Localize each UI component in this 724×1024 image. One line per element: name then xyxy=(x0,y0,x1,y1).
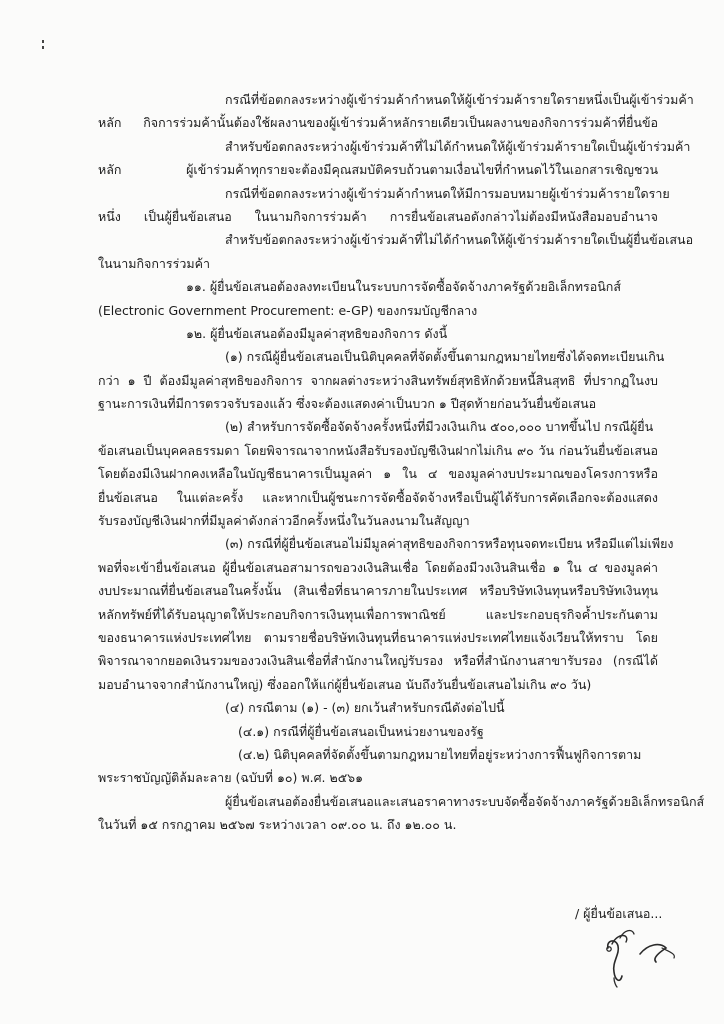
continuation-note: / ผู้ยื่นข้อเสนอ... xyxy=(575,906,663,921)
paragraph-line: กว่า ๑ ปี ต้องมีมูลค่าสุทธิของกิจการ จากผลต่างระหว่างสินทรัพย์สุทธิหักด้วยหนี้สินสุทธิ ที่ปรากฏในงบ xyxy=(98,372,658,388)
document-body xyxy=(98,88,705,837)
paragraph-line: (๑) กรณีผู้ยื่นข้อเสนอเป็นนิติบุคคลที่จัดตั้งขึ้นตามกฎหมายไทยซึ่งได้จดทะเบียนเกิน xyxy=(225,349,665,365)
section-12-heading: ๑๒. ผู้ยื่นข้อเสนอต้องมีมูลค่าสุทธิของกิจการ ดังนี้ xyxy=(186,325,448,341)
paragraph-line: พอที่จะเข้ายื่นข้อเสนอ ผู้ยื่นข้อเสนอสามารถขอวงเงินสินเชื่อ โดยต้องมีวงเงินสินเชื่อ ๑ ใน ๔ ของมูลค่า xyxy=(98,559,658,575)
paragraph-line: ในวันที่ ๑๕ กรกฎาคม ๒๕๖๗ ระหว่างเวลา ๐๙.๐๐ น. ถึง ๑๒.๐๐ น. xyxy=(98,817,457,833)
paragraph-line: ฐานะการเงินที่มีการตรวจรับรองแล้ว ซึ่งจะต้องแสดงค่าเป็นบวก ๑ ปีสุดท้ายก่อนวันยื่นข้อเสนอ xyxy=(98,396,597,412)
paragraph-line: รับรองบัญชีเงินฝากที่มีมูลค่าดังกล่าวอีกครั้งหนึ่งในวันลงนามในสัญญา xyxy=(98,513,470,529)
paragraph-line: หลัก ผู้เข้าร่วมค้าทุกรายจะต้องมีคุณสมบัติครบถ้วนตามเงื่อนไขที่กำหนดไว้ในเอกสารเชิญชวน xyxy=(98,162,658,178)
paragraph-line: ในนามกิจการร่วมค้า xyxy=(98,255,210,271)
paragraph-line: งบประมาณที่ยื่นข้อเสนอในครั้งนั้น (สินเชื่อที่ธนาคารภายในประเทศ หรือบริษัทเงินทุนหรือบริษัทเงินทุน xyxy=(98,583,658,599)
paragraph-line: กรณีที่ข้อตกลงระหว่างผู้เข้าร่วมค้ากำหนดให้มีการมอบหมายผู้เข้าร่วมค้ารายใดราย xyxy=(225,185,670,201)
paragraph-line: ผู้ยื่นข้อเสนอต้องยื่นข้อเสนอและเสนอราคาทางระบบจัดซื้อจัดจ้างภาครัฐด้วยอิเล็กทรอนิกส์ xyxy=(225,793,705,809)
paragraph-line: (๔.๒) นิติบุคคลที่จัดตั้งขึ้นตามกฎหมายไทยที่อยู่ระหว่างการฟื้นฟูกิจการตาม xyxy=(238,746,642,762)
paragraph-line: (๒) สำหรับการจัดซื้อจัดจ้างครั้งหนึ่งที่มีวงเงินเกิน ๕๐๐,๐๐๐ บาทขึ้นไป กรณีผู้ยื่น xyxy=(225,419,654,435)
paragraph-line: (๓) กรณีที่ผู้ยื่นข้อเสนอไม่มีมูลค่าสุทธิของกิจการหรือทุนจดทะเบียน หรือมีแต่ไม่เพียง xyxy=(225,536,674,552)
paragraph-line: สำหรับข้อตกลงระหว่างผู้เข้าร่วมค้าที่ไม่ได้กำหนดให้ผู้เข้าร่วมค้ารายใดเป็นผู้ยื่นข้อเสนอ xyxy=(225,232,694,248)
paragraph-line: สำหรับข้อตกลงระหว่างผู้เข้าร่วมค้าที่ไม่ได้กำหนดให้ผู้เข้าร่วมค้ารายใดเป็นผู้เข้าร่วมค้า xyxy=(225,138,691,154)
paragraph-line: หลักทรัพย์ที่ได้รับอนุญาตให้ประกอบกิจการเงินทุนเพื่อการพาณิชย์ และประกอบธุรกิจค้ำประกันตาม xyxy=(98,606,658,622)
paragraph-line: (๔) กรณีตาม (๑) - (๓) ยกเว้นสำหรับกรณีดังต่อไปนี้ xyxy=(225,700,505,716)
handwritten-signature xyxy=(590,918,690,988)
paragraph-line: (Electronic Government Procurement: e-GP) ของกรมบัญชีกลาง xyxy=(98,302,478,318)
paragraph-line: กรณีที่ข้อตกลงระหว่างผู้เข้าร่วมค้ากำหนดให้ผู้เข้าร่วมค้ารายใดรายหนึ่งเป็นผู้เข้าร่วมค้า xyxy=(225,92,694,107)
paragraph-line: ข้อเสนอเป็นบุคคลธรรมดา โดยพิจารณาจากหนังสือรับรองบัญชีเงินฝากไม่เกิน ๙๐ วัน ก่อนวันยื่นข้อเสนอ xyxy=(98,442,658,458)
paragraph-line: พระราชบัญญัติล้มละลาย (ฉบับที่ ๑๐) พ.ศ. ๒๕๖๑ xyxy=(98,770,364,786)
paragraph-line: พิจารณาจากยอดเงินรวมของวงเงินสินเชื่อที่สำนักงานใหญ่รับรอง หรือที่สำนักงานสาขารับรอง (กรณีได้ xyxy=(98,653,658,669)
paragraph-line: มอบอำนาจจากสำนักงานใหญ่) ซึ่งออกให้แก่ผู้ยื่นข้อเสนอ นับถึงวันยื่นข้อเสนอไม่เกิน ๙๐ วัน) xyxy=(98,676,592,692)
paragraph-line: หลัก กิจการร่วมค้านั้นต้องใช้ผลงานของผู้เข้าร่วมค้าหลักรายเดียวเป็นผลงานของกิจการร่วมค้าที่ยื่นข้อ xyxy=(98,115,658,131)
section-11-heading: ๑๑. ผู้ยื่นข้อเสนอต้องลงทะเบียนในระบบการจัดซื้อจัดจ้างภาครัฐด้วยอิเล็กทรอนิกส์ xyxy=(186,279,622,295)
paragraph-line: (๔.๑) กรณีที่ผู้ยื่นข้อเสนอเป็นหน่วยงานของรัฐ xyxy=(238,723,484,739)
paragraph-line: ยื่นข้อเสนอ ในแต่ละครั้ง และหากเป็นผู้ชนะการจัดซื้อจัดจ้างหรือเป็นผู้ได้รับการคัดเลือกจะต้องแสดง xyxy=(98,489,658,505)
paragraph-line: โดยต้องมีเงินฝากคงเหลือในบัญชีธนาคารเป็นมูลค่า ๑ ใน ๔ ของมูลค่างบประมาณของโครงการหรือ xyxy=(98,466,658,482)
paragraph-line: หนึ่ง เป็นผู้ยื่นข้อเสนอ ในนามกิจการร่วมค้า การยื่นข้อเสนอดังกล่าวไม่ต้องมีหนังสือมอบอำนาจ xyxy=(98,208,658,224)
paragraph-line: ของธนาคารแห่งประเทศไทย ตามรายชื่อบริษัทเงินทุนที่ธนาคารแห่งประเทศไทยแจ้งเวียนให้ทราบ โดย xyxy=(98,629,658,645)
scan-mark xyxy=(42,40,46,52)
